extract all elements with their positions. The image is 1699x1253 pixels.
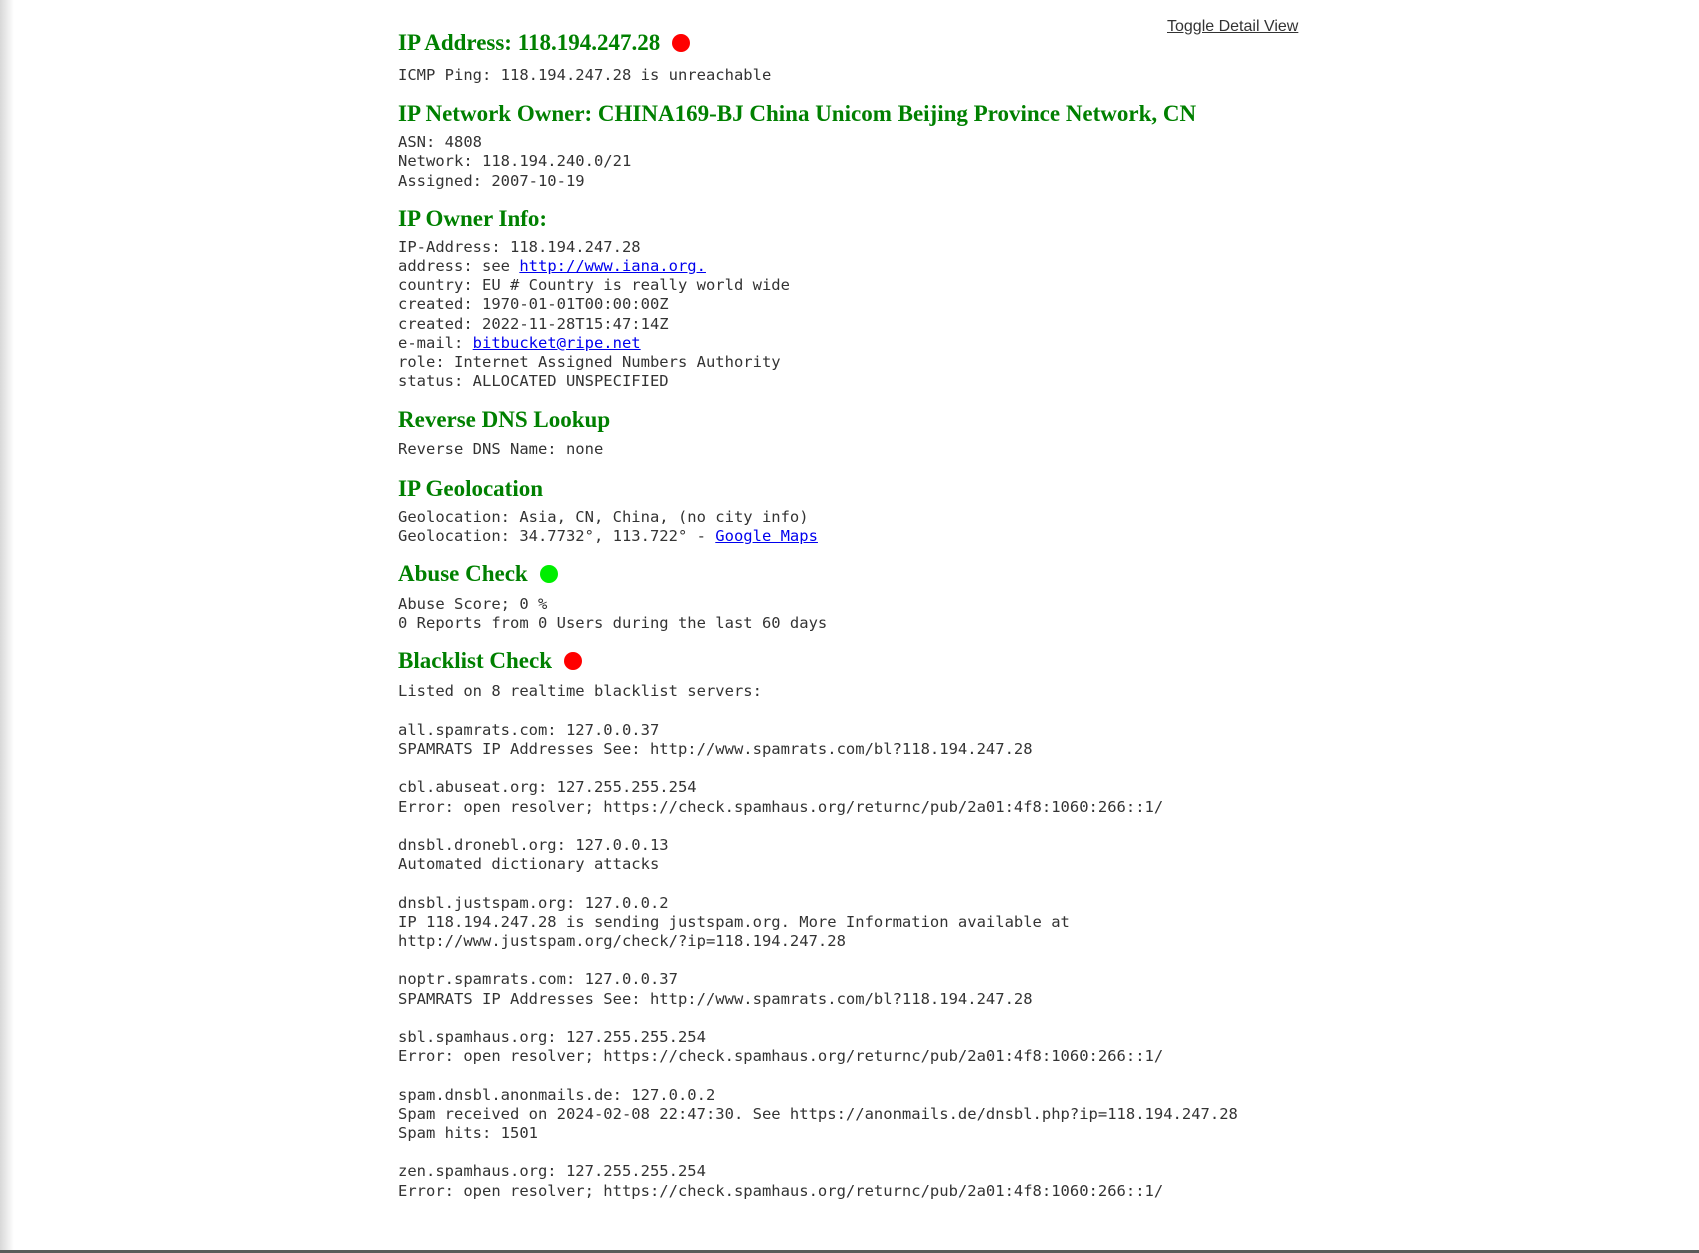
owner-address <box>398 257 1418 276</box>
owner-email <box>398 334 1418 353</box>
blacklist-server: noptr.spamrats.com: 127.0.0.37 <box>398 970 678 989</box>
blacklist-entry <box>398 778 1418 816</box>
blacklist-entry <box>398 970 1418 1008</box>
owner-created-1: created: 1970-01-01T00:00:00Z <box>398 295 669 314</box>
geolocation-region: Geolocation: Asia, CN, China, (no city info) <box>398 507 809 526</box>
blacklist-server: spam.dnsbl.anonmails.de: 127.0.0.2 <box>398 1085 716 1104</box>
network-range: Network: 118.194.240.0/21 <box>398 152 632 171</box>
blacklist-server: dnsbl.dronebl.org: 127.0.0.13 <box>398 836 669 855</box>
blacklist-entry <box>398 1086 1418 1144</box>
owner-info-section <box>398 204 1418 392</box>
blacklist-server: dnsbl.justspam.org: 127.0.0.2 <box>398 893 669 912</box>
blacklist-entry <box>398 836 1418 874</box>
blacklist-detail: Automated dictionary attacks <box>398 855 660 874</box>
ip-address-title: IP Address: 118.194.247.28 <box>398 30 661 55</box>
toggle-detail-view-link[interactable]: Toggle Detail View <box>1167 18 1299 35</box>
reverse-dns-name: Reverse DNS Name: none <box>398 440 604 459</box>
geolocation-heading: IP Geolocation <box>398 475 544 501</box>
blacklist-entry <box>398 1162 1418 1200</box>
blacklist-entry <box>398 894 1418 952</box>
blacklist-server: zen.spamhaus.org: 127.255.255.254 <box>398 1162 706 1181</box>
blacklist-summary: Listed on 8 realtime blacklist servers: <box>398 682 762 701</box>
email-link[interactable]: bitbucket@ripe.net <box>472 333 641 352</box>
report-content <box>398 28 1418 1201</box>
blacklist-entry <box>398 1028 1418 1066</box>
owner-ip-address: IP-Address: 118.194.247.28 <box>398 237 641 256</box>
blacklist-detail: SPAMRATS IP Addresses See: http://www.spamrats.com/bl?118.194.247.28 <box>398 989 1033 1008</box>
address-label: address: see <box>398 257 520 276</box>
network-owner-section <box>398 99 1418 191</box>
abuse-check-heading <box>398 559 1418 589</box>
network-owner-heading: IP Network Owner: CHINA169-BJ China Unicom Beijing Province Network, CN <box>398 101 1197 127</box>
blacklist-detail: Error: open resolver; https://check.spamhaus.org/returnc/pub/2a01:4f8:1060:266::1/ <box>398 797 1164 816</box>
abuse-score: Abuse Score; 0 % <box>398 595 548 614</box>
ip-address-heading <box>398 28 1418 58</box>
geolocation-coords <box>398 527 1418 546</box>
blacklist-server: sbl.spamhaus.org: 127.255.255.254 <box>398 1028 706 1047</box>
asn: ASN: 4808 <box>398 133 482 152</box>
blacklist-server: cbl.abuseat.org: 127.255.255.254 <box>398 778 697 797</box>
reverse-dns-section <box>398 405 1418 459</box>
ping-result: ICMP Ping: 118.194.247.28 is unreachable <box>398 66 772 84</box>
geolocation-section <box>398 474 1418 546</box>
assigned-date: Assigned: 2007-10-19 <box>398 171 585 190</box>
abuse-reports: 0 Reports from 0 Users during the last 60 days <box>398 614 828 633</box>
ip-address-section <box>398 28 1418 85</box>
blacklist-check-heading <box>398 646 1418 676</box>
iana-link[interactable]: http://www.iana.org. <box>519 257 706 276</box>
abuse-info <box>398 595 1418 633</box>
status-red-dot-icon <box>564 652 582 670</box>
blacklist-entries <box>398 721 1418 1201</box>
owner-info-heading: IP Owner Info: <box>398 205 548 231</box>
abuse-check-section <box>398 559 1418 633</box>
geolocation-coords-text: Geolocation: 34.7732°, 113.722° - <box>398 526 716 545</box>
blacklist-detail: IP 118.194.247.28 is sending justspam.org. More Information available at http://www.justspam.org/check/?ip=118.194.247.28 <box>398 912 1070 951</box>
blacklist-check-section <box>398 646 1418 1200</box>
abuse-check-title: Abuse Check <box>398 561 528 587</box>
blacklist-detail: Error: open resolver; https://check.spamhaus.org/returnc/pub/2a01:4f8:1060:266::1/ <box>398 1047 1164 1066</box>
blacklist-detail: Spam received on 2024-02-08 22:47:30. See https://anonmails.de/dnsbl.php?ip=118.194.247.28 Spam hits: 1501 <box>398 1104 1238 1143</box>
owner-role: role: Internet Assigned Numbers Authority <box>398 353 781 372</box>
owner-country: country: EU # Country is really world wide <box>398 276 790 295</box>
page-left-shadow <box>0 0 14 1253</box>
google-maps-link[interactable]: Google Maps <box>715 526 818 545</box>
email-label: e-mail: <box>398 333 473 352</box>
blacklist-detail: Error: open resolver; https://check.spamhaus.org/returnc/pub/2a01:4f8:1060:266::1/ <box>398 1181 1164 1200</box>
blacklist-check-title: Blacklist Check <box>398 648 552 674</box>
geolocation-info <box>398 508 1418 546</box>
status-green-dot-icon <box>540 565 558 583</box>
blacklist-server: all.spamrats.com: 127.0.0.37 <box>398 720 660 739</box>
blacklist-entry <box>398 721 1418 759</box>
owner-created-2: created: 2022-11-28T15:47:14Z <box>398 314 669 333</box>
network-info <box>398 133 1418 191</box>
blacklist-detail: SPAMRATS IP Addresses See: http://www.spamrats.com/bl?118.194.247.28 <box>398 740 1033 759</box>
status-red-dot-icon <box>672 34 690 52</box>
owner-status: status: ALLOCATED UNSPECIFIED <box>398 372 669 391</box>
reverse-dns-heading: Reverse DNS Lookup <box>398 407 611 433</box>
owner-info <box>398 238 1418 392</box>
